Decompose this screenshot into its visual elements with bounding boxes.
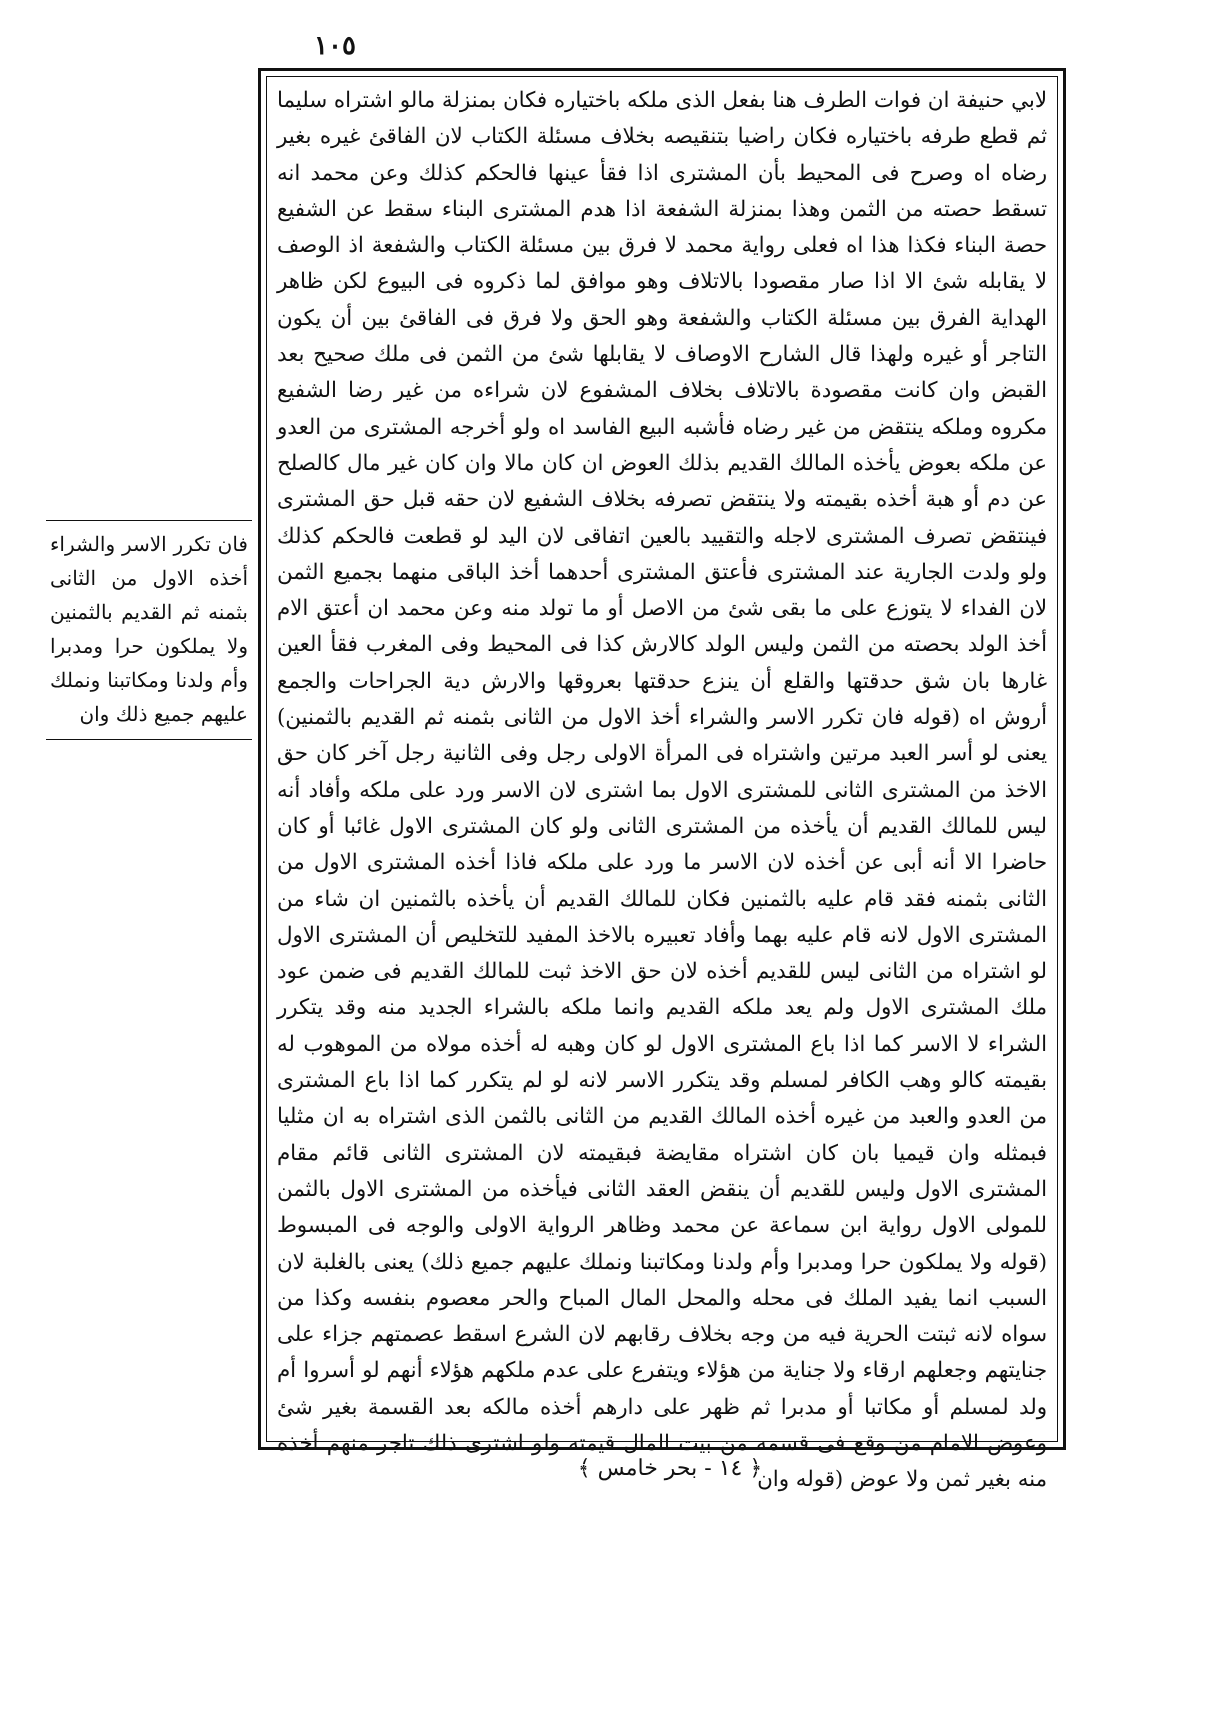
printer-signature: ﴿ ١٤ - بحر خامس ﴾	[577, 1456, 763, 1481]
page-number: ١٠٥	[314, 31, 356, 61]
margin-matn-note	[46, 520, 252, 740]
commentary-body-text: لابي حنيفة ان فوات الطرف هنا بفعل الذى ملكه باختياره فكان بمنزلة مالو اشتراه سليما ثم قطع طرفه باختياره فكان راضيا بتنقيصه بخلاف مسئلة الكتاب لان الفاقئ غيره بغير رضاه اه وصرح فى المحيط بأن المشترى اذا فقأ عينها فالحكم كذلك وعن محمد انه تسقط حصته من الثمن وهذا بمنزلة الشفعة اذا هدم المشترى البناء سقط عن الشفيع حصة البناء فكذا هذا اه فعلى رواية محمد لا فرق بين مسئلة الكتاب والشفعة اذ الوصف لا يقابله شئ الا اذا صار مقصودا بالاتلاف وهو موافق لما ذكروه فى البيوع لكن ظاهر الهداية الفرق بين مسئلة الكتاب والشفعة وهو الحق ولا فرق فى الفاقئ بين أن يكون التاجر أو غيره ولهذا قال الشارح الاوصاف لا يقابلها شئ من الثمن فى ملك صحيح بعد القبض وان كانت مقصودة بالاتلاف بخلاف المشفوع لان شراءه من غير رضا الشفيع مكروه وملكه ينتقض من غير رضاه فأشبه البيع الفاسد اه ولو أخرجه المشترى من العدو عن ملكه بعوض يأخذه المالك القديم بذلك العوض ان كان مالا وان كان غير مال كالصلح عن دم أو هبة أخذه بقيمته ولا ينتقض تصرفه بخلاف الشفيع لان حقه قبل حق المشترى فينتقض تصرف المشترى لاجله والتقييد بالعين اتفاقى لان اليد لو قطعت فالحكم كذلك ولو ولدت الجارية عند المشترى فأعتق المشترى أحدهما أخذ الباقى منهما بجميع الثمن لان الفداء لا يتوزع على ما بقى شئ من الاصل أو ما تولد منه وعن محمد ان أعتق الام أخذ الولد بحصته من الثمن وليس الولد كالارش كذا فى المحيط وفى المغرب فقأ العين غارها بان شق حدقتها والقلع أن ينزع حدقتها بعروقها والارش دية الجراحات والجمع أروش اه (قوله فان تكرر الاسر والشراء أخذ الاول من الثانى بثمنه ثم القديم بالثمنين) يعنى لو أسر العبد مرتين واشتراه فى المرأة الاولى رجل وفى الثانية رجل آخر كان حق الاخذ من المشترى الثانى للمشترى الاول بما اشترى لان الاسر ورد على ملكه وأفاد أنه ليس للمالك القديم أن يأخذه من المشترى الثانى ولو كان المشترى الاول غائبا أو كان حاضرا الا أنه أبى عن أخذه لان الاسر ما ورد على ملكه فاذا أخذه المشترى الاول من الثانى بثمنه فقد قام عليه بالثمنين فكان للمالك القديم أن يأخذه بالثمنين ان شاء من المشترى الاول لانه قام عليه بهما وأفاد تعبيره بالاخذ المفيد للتخليص أن المشترى الاول لو اشتراه من الثانى ليس للقديم أخذه لان حق الاخذ ثبت للمالك القديم فى ضمن عود ملك المشترى الاول ولم يعد ملكه القديم وانما ملكه بالشراء الجديد منه وقد يتكرر الشراء لا الاسر كما اذا باع المشترى الاول لو كان وهبه له أخذه مولاه من الموهوب له بقيمته كالو وهب الكافر لمسلم وقد يتكرر الاسر لانه لو لم يتكرر كما اذا باع المشترى من العدو والعبد من غيره أخذه المالك القديم من الثانى بالثمن الذى اشتراه به ان مثليا فبمثله وان قيميا بان كان اشتراه مقايضة فبقيمته لان المشترى الثانى قائم مقام المشترى الاول وليس للقديم أن ينقض العقد الثانى فيأخذه من المشترى الاول بالثمن للمولى الاول رواية ابن سماعة عن محمد وظاهر الرواية الاولى والوجه فى المبسوط (قوله ولا يملكون حرا ومدبرا وأم ولدنا ومكاتبنا ونملك عليهم جميع ذلك) يعنى بالغلبة لان السبب انما يفيد الملك فى محله والمحل المال المباح والحر معصوم بنفسه وكذا من سواه لانه ثبتت الحرية فيه من وجه بخلاف رقابهم لان الشرع اسقط عصمتهم جزاء على جنايتهم وجعلهم ارقاء ولا جناية من هؤلاء ويتفرع على عدم ملكهم هؤلاء أنهم لو أسروا أم ولد لمسلم أو مكاتبا أو مدبرا ثم ظهر على دارهم أخذه مالكه بعد القسمة بغير شئ وعوض الامام من وقع فى قسمه من بيت المال قيمته ولو اشترى ذلك تاجر منهم أخذه منه بغير ثمن ولا عوض (قوله وان	[277, 88, 1047, 1493]
margin-matn-text: فان تكرر الاسر والشراء أخذه الاول من الثانى بثمنه ثم القديم بالثمنين ولا يملكون حرا ومدبرا وأم ولدنا ومكاتبنا ونملك عليهم جميع ذلك وان	[50, 532, 248, 726]
